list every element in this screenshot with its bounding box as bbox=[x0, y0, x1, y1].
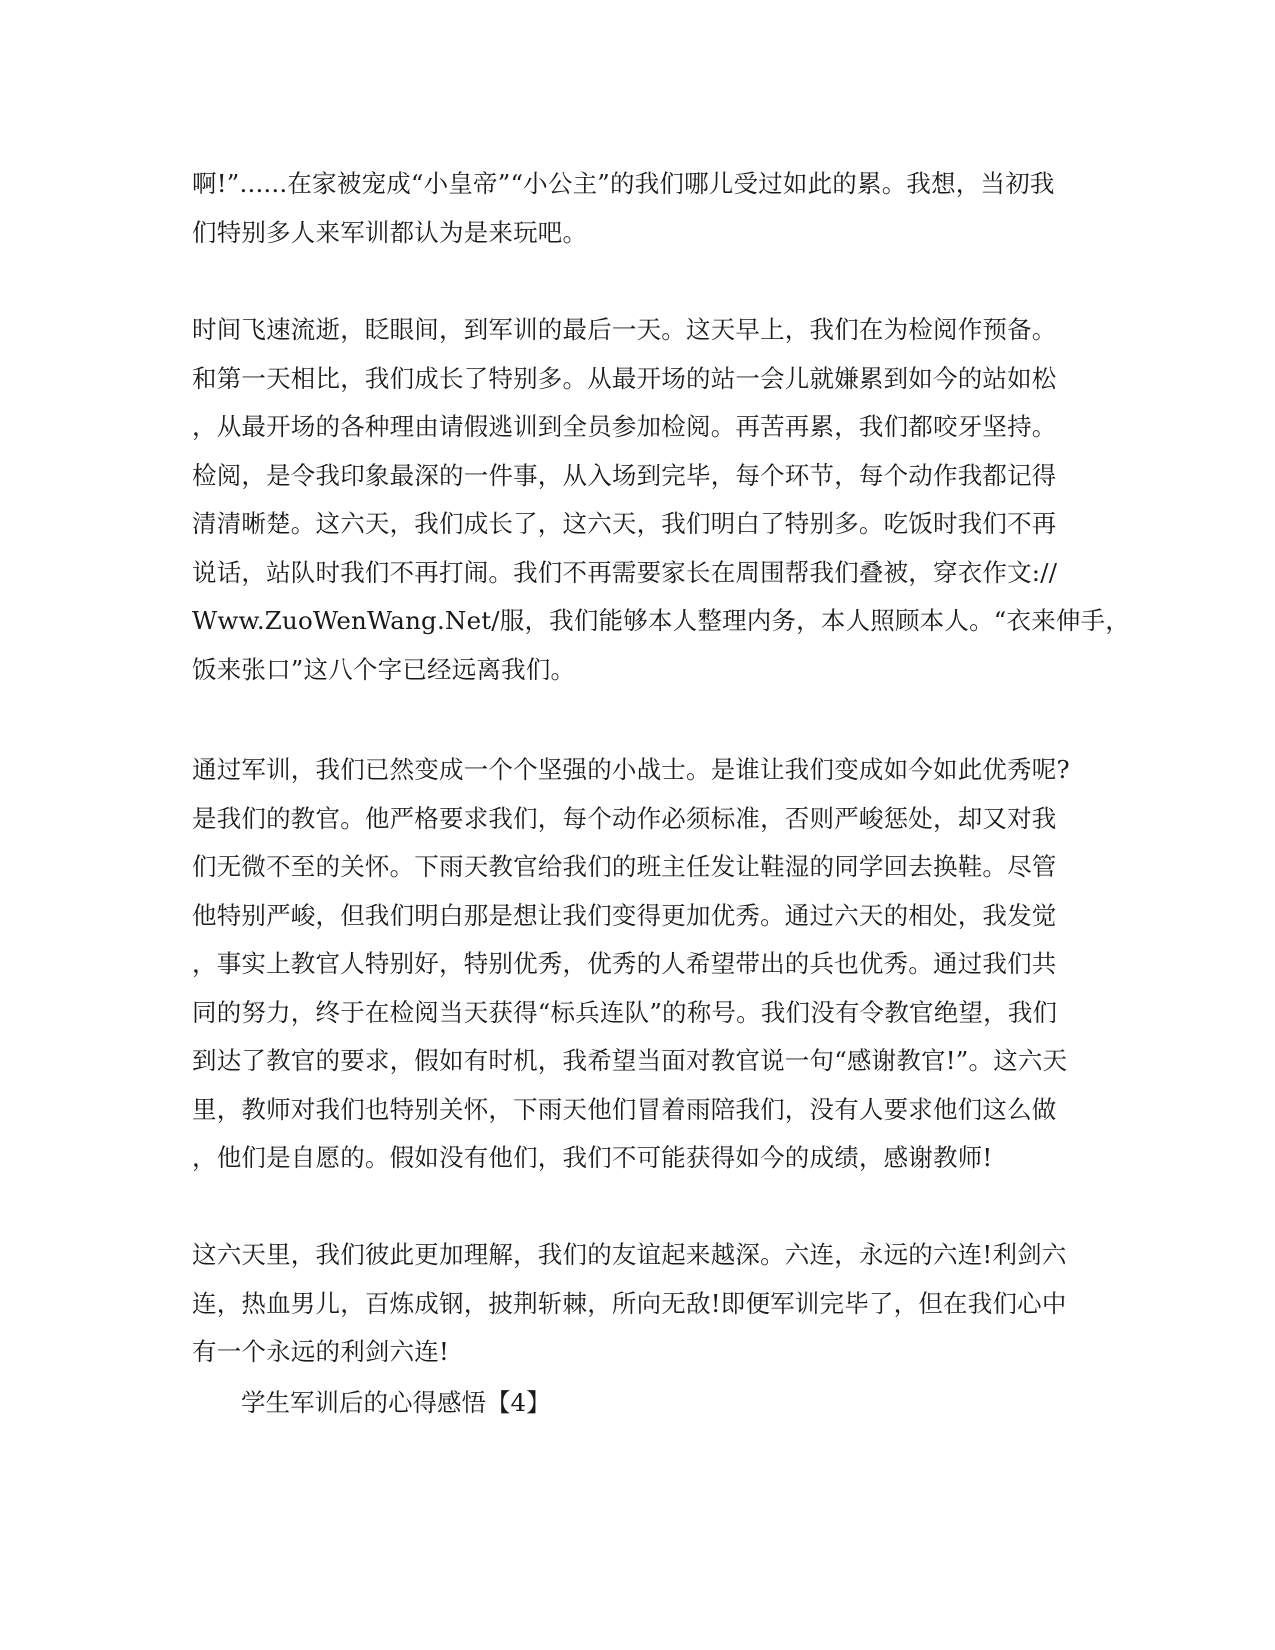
text-line: 说话，站队时我们不再打闹。我们不再需要家长在周围帮我们叠被，穿衣作文:// bbox=[192, 557, 1058, 587]
text-line: ，从最开场的各种理由请假逃训到全员参加检阅。再苦再累，我们都咬牙坚持。 bbox=[192, 412, 1057, 441]
text-line: 连，热血男儿，百炼成钢，披荆斩棘，所向无敌!即便军训完毕了，但在我们心中 bbox=[192, 1288, 1067, 1318]
text-line: 啊!”......在家被宠成“小皇帝”“小公主”的我们哪儿受过如此的累。我想，当初我 bbox=[192, 169, 1055, 198]
text-line: 是我们的教官。他严格要求我们，每个动作必须标准，否则严峻惩处，却又对我 bbox=[192, 803, 1057, 833]
text-line: ，他们是自愿的。假如没有他们，我们不可能获得如今的成绩，感谢教师! bbox=[192, 1143, 993, 1172]
section-heading: 学生军训后的心得感悟【4】 bbox=[241, 1388, 551, 1417]
text-line: 清清晰楚。这六天，我们成长了，这六天，我们明白了特别多。吃饭时我们不再 bbox=[192, 509, 1057, 538]
paragraph-4 bbox=[192, 1231, 1092, 1377]
text-line: 们特别多人来军训都认为是来玩吧。 bbox=[192, 217, 588, 247]
text-line: 这六天里，我们彼此更加理解，我们的友谊起来越深。六连，永远的六连!利剑六 bbox=[192, 1240, 1067, 1269]
paragraph-3 bbox=[192, 746, 1092, 1183]
text-line: Www.ZuoWenWang.Net/服，我们能够本人整理内务，本人照顾本人。“衣来伸手， bbox=[192, 606, 1130, 635]
text-line: 时间飞速流逝，眨眼间，到军训的最后一天。这天早上，我们在为检阅作预备。 bbox=[192, 315, 1057, 344]
text-line: 有一个永远的利剑六连! bbox=[192, 1337, 450, 1366]
text-line: 通过军训，我们已然变成一个个坚强的小战士。是谁让我们变成如今如此优秀呢? bbox=[192, 755, 1070, 784]
paragraph-1 bbox=[192, 160, 1092, 257]
text-line: 和第一天相比，我们成长了特别多。从最开场的站一会儿就嫌累到如今的站如松 bbox=[192, 363, 1057, 393]
text-line: 饭来张口”这八个字已经远离我们。 bbox=[192, 654, 576, 684]
text-line: 他特别严峻，但我们明白那是想让我们变得更加优秀。通过六天的相处，我发觉 bbox=[192, 900, 1057, 930]
text-line: 到达了教官的要求，假如有时机，我希望当面对教官说一句“感谢教官!”。这六天 bbox=[192, 1046, 1068, 1075]
paragraph-2 bbox=[192, 306, 1130, 694]
text-line: 里，教师对我们也特别关怀，下雨天他们冒着雨陪我们，没有人要求他们这么做 bbox=[192, 1094, 1057, 1124]
text-line: ，事实上教官人特别好，特别优秀，优秀的人希望带出的兵也优秀。通过我们共 bbox=[192, 949, 1057, 978]
text-line: 同的努力，终于在检阅当天获得“标兵连队”的称号。我们没有令教官绝望，我们 bbox=[192, 997, 1058, 1027]
text-line: 们无微不至的关怀。下雨天教官给我们的班主任发让鞋湿的同学回去换鞋。尽管 bbox=[192, 852, 1057, 881]
text-line: 检阅，是令我印象最深的一件事，从入场到完毕，每个环节，每个动作我都记得 bbox=[192, 460, 1057, 490]
